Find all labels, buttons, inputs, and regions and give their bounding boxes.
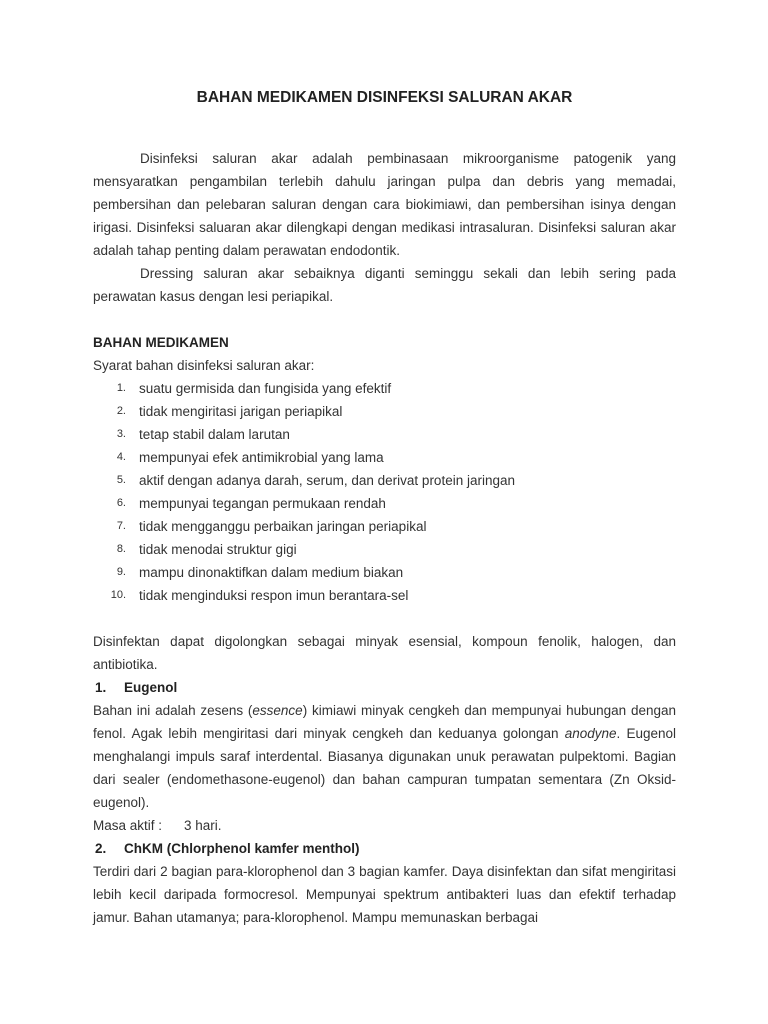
essence-term: essence xyxy=(252,703,303,718)
list-text: mempunyai efek antimikrobial yang lama xyxy=(139,450,384,465)
list-number: 10. xyxy=(110,589,126,601)
list-item xyxy=(93,561,676,584)
list-item xyxy=(93,377,676,400)
list-item xyxy=(93,423,676,446)
list-text: suatu germisida dan fungisida yang efektif xyxy=(139,381,392,396)
document-content xyxy=(93,86,676,929)
text-segment: Bahan ini adalah zesens ( xyxy=(93,703,253,718)
section-title: Eugenol xyxy=(124,680,178,695)
list-item xyxy=(93,584,676,607)
list-item xyxy=(93,446,676,469)
list-number: 5. xyxy=(116,474,126,486)
list-number: 4. xyxy=(116,451,126,463)
list-text: tidak menodai struktur gigi xyxy=(139,542,297,557)
text-segment: . Eugenol menghalangi impuls saraf interdental. Biasanya digunakan unuk perawatan pulpektomi. Bagian dari sealer (endomethasone-eugenol) dan bahan campuran tumpatan sementara (Zn Oksid-eugenol). xyxy=(93,726,677,810)
list-number: 7. xyxy=(116,520,126,532)
list-number: 9. xyxy=(116,566,126,578)
spacer xyxy=(93,607,676,630)
text-segment: ) kimiawi minyak cengkeh dan mempunyai hubungan dengan fenol. Agak lebih mengiritasi dari minyak cengkeh dan keduanya golongan xyxy=(93,703,676,741)
intro-paragraph-1: Disinfeksi saluran akar adalah pembinasaan mikroorganisme patogenik yang mensyaratkan pengambilan terlebih dahulu jaringan pulpa dan debris yang memadai, pembersihan dan pelebaran saluran dengan cara biokimiawi, dan pembersihan isinya dengan irigasi. Disinfeksi saluaran akar dilengkapi dengan medikasi intrasaluran. Disinfeksi saluran akar adalah tahap penting dalam perawatan endodontik. xyxy=(93,151,676,258)
masa-aktif-line xyxy=(93,814,676,837)
list-number: 2. xyxy=(116,405,126,417)
list-number: 8. xyxy=(116,543,126,555)
section-number: 1. xyxy=(95,680,107,695)
list-item xyxy=(93,515,676,538)
requirements-intro: Syarat bahan disinfeksi saluran akar: xyxy=(93,358,315,373)
spacer xyxy=(93,308,676,331)
anodyne-term: anodyne xyxy=(564,726,617,741)
eugenol-heading xyxy=(93,676,676,699)
chkm-heading xyxy=(93,837,676,860)
list-text: tidak menginduksi respon imun berantara-sel xyxy=(139,588,409,603)
list-number: 3. xyxy=(116,428,126,440)
list-text: aktif dengan adanya darah, serum, dan derivat protein jaringan xyxy=(139,473,515,488)
list-item xyxy=(93,538,676,561)
list-text: mempunyai tegangan permukaan rendah xyxy=(139,496,386,511)
section-heading: BAHAN MEDIKAMEN xyxy=(93,335,229,350)
chkm-paragraph: Terdiri dari 2 bagian para-klorophenol dan 3 bagian kamfer. Daya disinfektan dan sifat mengiritasi lebih kecil daripada formocresol. Mempunyai spektrum antibakteri luas dan efektif terhadap jamur. Bahan utamanya; para-klorophenol. Mampu memunaskan berbagai xyxy=(93,864,676,925)
section-title: ChKM (Chlorphenol kamfer menthol) xyxy=(124,841,360,856)
document-title: BAHAN MEDIKAMEN DISINFEKSI SALURAN AKAR xyxy=(196,89,573,106)
masa-aktif-value: 3 hari. xyxy=(184,818,222,833)
eugenol-paragraph xyxy=(93,699,676,814)
intro-paragraph-2: Dressing saluran akar sebaiknya diganti seminggu sekali dan lebih sering pada perawatan kasus dengan lesi periapikal. xyxy=(93,266,676,304)
list-item xyxy=(93,469,676,492)
classification-paragraph: Disinfektan dapat digolongkan sebagai minyak esensial, kompoun fenolik, halogen, dan antibiotika. xyxy=(93,634,676,672)
list-number: 6. xyxy=(116,497,126,509)
list-text: tetap stabil dalam larutan xyxy=(139,427,290,442)
masa-aktif-label: Masa aktif : xyxy=(93,818,163,833)
list-text: mampu dinonaktifkan dalam medium biakan xyxy=(139,565,404,580)
list-text: tidak mengiritasi jarigan periapikal xyxy=(139,404,343,419)
list-number: 1. xyxy=(116,382,126,394)
section-number: 2. xyxy=(95,841,107,856)
list-item xyxy=(93,492,676,515)
list-text: tidak mengganggu perbaikan jaringan periapikal xyxy=(139,519,427,534)
list-item xyxy=(93,400,676,423)
requirements-list xyxy=(93,377,676,607)
